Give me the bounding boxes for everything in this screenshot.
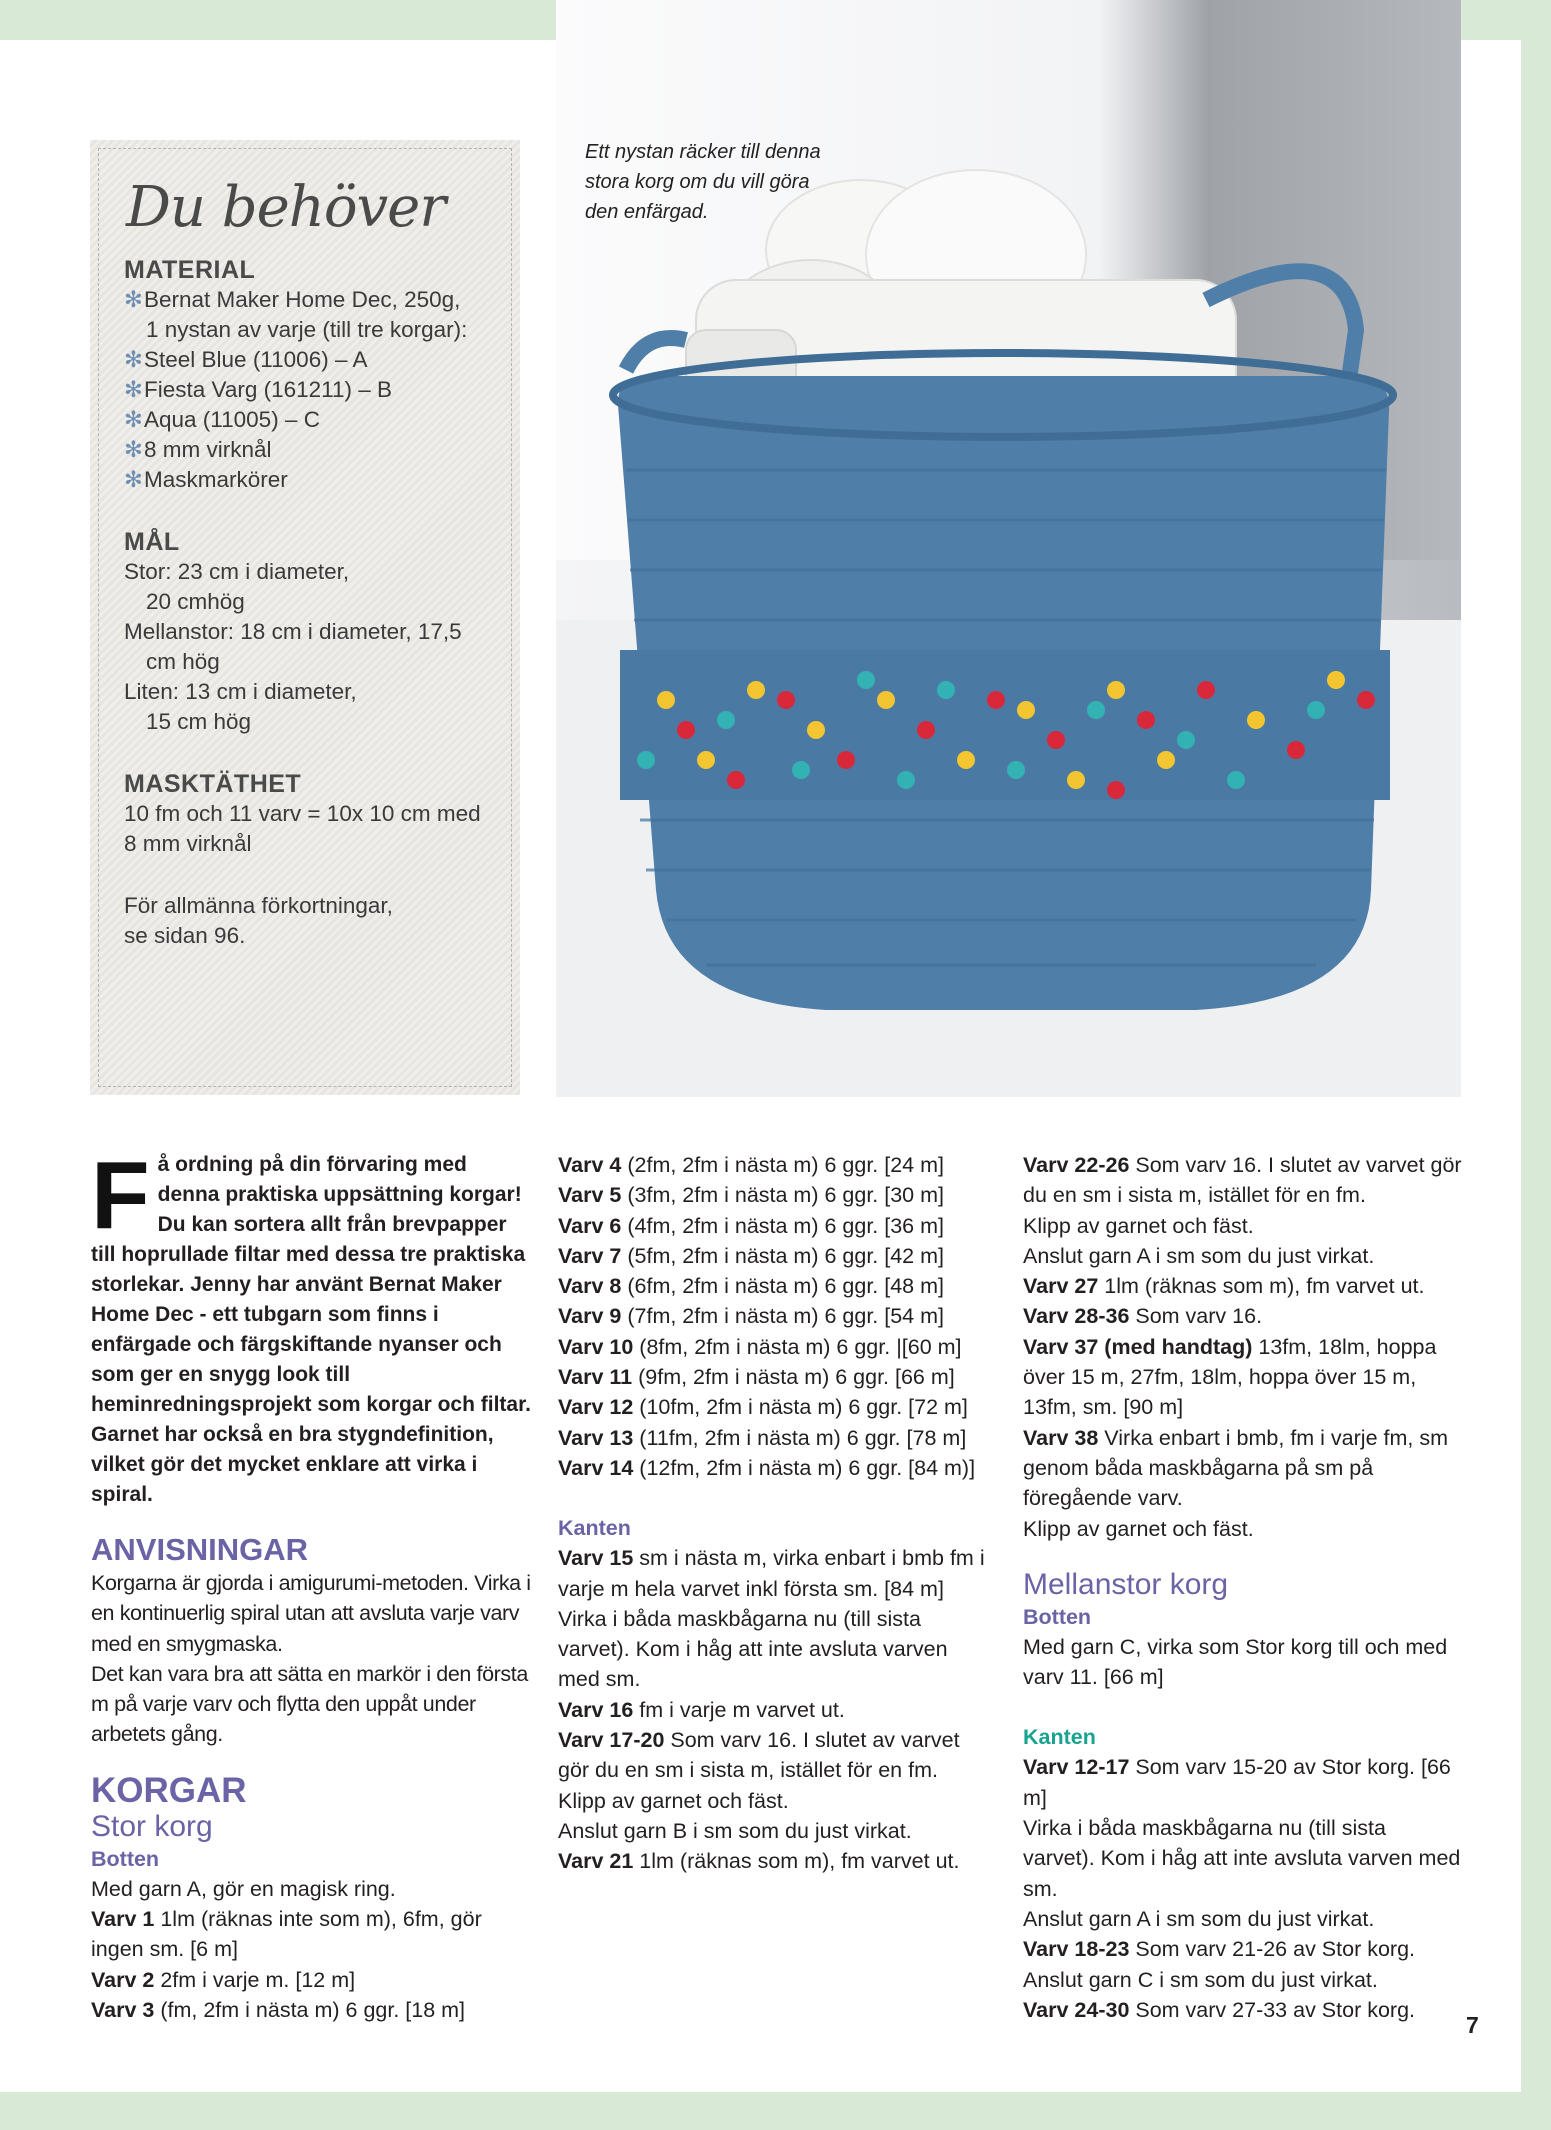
mal-line: Stor: 23 cm i diameter, [124, 559, 350, 584]
page-number: 7 [1466, 2012, 1479, 2038]
intro-paragraph: Få ordning på din förvaring med denna praktiska uppsättning korgar! Du kan sortera allt från brevpapper till hoprullade filtar med dessa tre praktiska storlekar. Jenny har använt Bernat Maker Home Dec - ett tubgarn som finns i enfärgade och färgskiftande nyanser och som ger en snygg look till heminredningsprojekt som korgar och filtar. Garnet har också en bra stygndefinition, vilket gör det mycket enklare att virka i spiral. [91, 1142, 531, 1506]
mal-line: Liten: 13 cm i diameter, [124, 679, 357, 704]
botten-heading: Botten [91, 1846, 160, 1871]
row-instruction: Varv 22-26 Som varv 16. I slutet av varvet gör du en sm i sista m, istället för en fm. [1023, 1153, 1462, 1208]
asterisk-icon: ✻ [124, 377, 143, 402]
column-3 [1023, 1150, 1463, 2025]
colorwork-band [620, 650, 1390, 800]
sidebar-title: Du behöver [126, 175, 446, 240]
row-instruction: Varv 12-17 Som varv 15-20 av Stor korg. [66 m] [1023, 1755, 1451, 1810]
anvisningar-heading: ANVISNINGAR [91, 1532, 309, 1567]
abbr-line: För allmänna förkortningar, [124, 893, 393, 918]
asterisk-icon: ✻ [124, 437, 143, 462]
row-instruction: Varv 37 (med handtag) 13fm, 18lm, hoppa över 15 m, 27fm, 18lm, hoppa över 15 m, 13fm, sm. [90 m] [1023, 1334, 1437, 1420]
column-2 [558, 1150, 988, 1877]
row-instruction: Varv 10 (8fm, 2fm i nästa m) 6 ggr. |[60 m] [558, 1334, 962, 1359]
note: Klipp av garnet och fäst. [558, 1788, 789, 1813]
row-instruction: Varv 24-30 Som varv 27-33 av Stor korg. [1023, 1997, 1415, 2022]
material-item: ✻ 8 mm virknål [124, 435, 504, 465]
row-instruction: Varv 9 (7fm, 2fm i nästa m) 6 ggr. [54 m] [558, 1304, 944, 1329]
mal-line: 15 cm hög [146, 709, 252, 734]
row-instruction: Varv 11 (9fm, 2fm i nästa m) 6 ggr. [66 m] [558, 1365, 955, 1390]
mal-heading: MÅL [124, 528, 180, 556]
material-item: ✻ Maskmarkörer [124, 465, 504, 495]
material-heading: MATERIAL [124, 256, 256, 284]
note: Klipp av garnet och fäst. [1023, 1516, 1254, 1541]
sidebar-body [124, 255, 504, 951]
asterisk-icon: ✻ [124, 407, 143, 432]
note: Anslut garn A i sm som du just virkat. [1023, 1243, 1375, 1268]
material-item: ✻ Fiesta Varg (161211) – B [124, 375, 504, 405]
note: Anslut garn A i sm som du just virkat. [1023, 1906, 1375, 1931]
mal-line: Mellanstor: 18 cm i diameter, 17,5 [124, 619, 462, 644]
tathet-line: 10 fm och 11 varv = 10x 10 cm med [124, 801, 481, 826]
asterisk-icon: ✻ [124, 347, 143, 372]
tathet-line: 8 mm virknål [124, 831, 252, 856]
material-item: ✻ Bernat Maker Home Dec, 250g, [124, 285, 504, 315]
row-instruction: Varv 16 fm i varje m varvet ut. [558, 1697, 845, 1722]
row-instruction: Varv 13 (11fm, 2fm i nästa m) 6 ggr. [78 m] [558, 1425, 967, 1450]
stor-korg-heading: Stor korg [91, 1809, 213, 1843]
row-instruction: Varv 8 (6fm, 2fm i nästa m) 6 ggr. [48 m] [558, 1274, 944, 1299]
row-instruction: Varv 27 1lm (räknas som m), fm varvet ut. [1023, 1274, 1425, 1299]
note: Anslut garn B i sm som du just virkat. [558, 1818, 912, 1843]
anvisningar-text: Korgarna är gjorda i amigurumi-metoden. Virka i en kontinuerlig spiral utan att avsluta varje varv med en smygmaska. [91, 1571, 531, 1656]
row-instruction: Varv 3 (fm, 2fm i nästa m) 6 ggr. [18 m] [91, 1997, 466, 2022]
row-instruction: Varv 21 1lm (räknas som m), fm varvet ut. [558, 1849, 960, 1874]
row-instruction: Varv 18-23 Som varv 21-26 av Stor korg. [1023, 1937, 1415, 1962]
drop-cap: F [91, 1142, 150, 1249]
du-behover-box [90, 140, 520, 1095]
material-item: ✻ Aqua (11005) – C [124, 405, 504, 435]
material-item-cont: 1 nystan av varje (till tre korgar): [146, 317, 468, 342]
kanten-heading: Kanten [1023, 1725, 1096, 1750]
column-1 [91, 1142, 531, 2025]
row-instruction: Varv 7 (5fm, 2fm i nästa m) 6 ggr. [42 m] [558, 1243, 944, 1268]
anvisningar-text: Det kan vara bra att sätta en markör i den första m på varje varv och flytta den uppåt under arbetets gång. [91, 1661, 528, 1747]
abbr-line: se sidan 96. [124, 923, 246, 948]
row-instruction: Varv 4 (2fm, 2fm i nästa m) 6 ggr. [24 m] [558, 1153, 944, 1177]
row-instruction: Varv 17-20 Som varv 16. I slutet av varvet gör du en sm i sista m, istället för en fm. [558, 1728, 960, 1783]
row-instruction: Varv 2 2fm i varje m. [12 m] [91, 1967, 356, 1992]
asterisk-icon: ✻ [124, 467, 143, 492]
korgar-heading: KORGAR [91, 1770, 247, 1810]
botten-text: Med garn A, gör en magisk ring. [91, 1876, 396, 1901]
mellanstor-heading: Mellanstor korg [1023, 1567, 1229, 1601]
row-instruction: Varv 1 1lm (räknas inte som m), 6fm, gör ingen sm. [6 m] [91, 1907, 482, 1962]
note: Virka i båda maskbågarna nu (till sista varvet). Kom i håg att inte avsluta varven med sm. [1023, 1816, 1461, 1901]
note: Anslut garn C i sm som du just virkat. [1023, 1967, 1378, 1992]
row-instruction: Varv 6 (4fm, 2fm i nästa m) 6 ggr. [36 m] [558, 1213, 944, 1238]
note: Klipp av garnet och fäst. [1023, 1213, 1254, 1238]
note: Virka i båda maskbågarna nu (till sista varvet). Kom i håg att inte avsluta varven med sm. [558, 1606, 948, 1692]
botten-text: Med garn C, virka som Stor korg till och med varv 11. [66 m] [1023, 1634, 1448, 1690]
row-instruction: Varv 38 Virka enbart i bmb, fm i varje fm, sm genom båda maskbågarna på sm på föregående varv. [1023, 1425, 1448, 1511]
mal-line: cm hög [146, 649, 220, 674]
row-instruction: Varv 14 (12fm, 2fm i nästa m) 6 ggr. [84 m)] [558, 1455, 976, 1480]
row-instruction: Varv 5 (3fm, 2fm i nästa m) 6 ggr. [30 m] [558, 1183, 944, 1208]
masktathet-heading: MASKTÄTHET [124, 770, 302, 798]
row-instruction: Varv 28-36 Som varv 16. [1023, 1304, 1263, 1329]
row-instruction: Varv 15 sm i nästa m, virka enbart i bmb fm i varje m hela varvet inkl första sm. [84 m] [558, 1546, 985, 1601]
asterisk-icon: ✻ [124, 287, 143, 312]
photo-caption: Ett nystan räcker till denna stora korg om du vill göra den enfärgad. [585, 141, 821, 223]
mal-line: 20 cmhög [146, 589, 245, 614]
botten-heading: Botten [1023, 1604, 1092, 1629]
row-instruction: Varv 12 (10fm, 2fm i nästa m) 6 ggr. [72 m] [558, 1395, 968, 1420]
kanten-heading: Kanten [558, 1516, 631, 1541]
material-item: ✻ Steel Blue (11006) – A [124, 345, 504, 375]
